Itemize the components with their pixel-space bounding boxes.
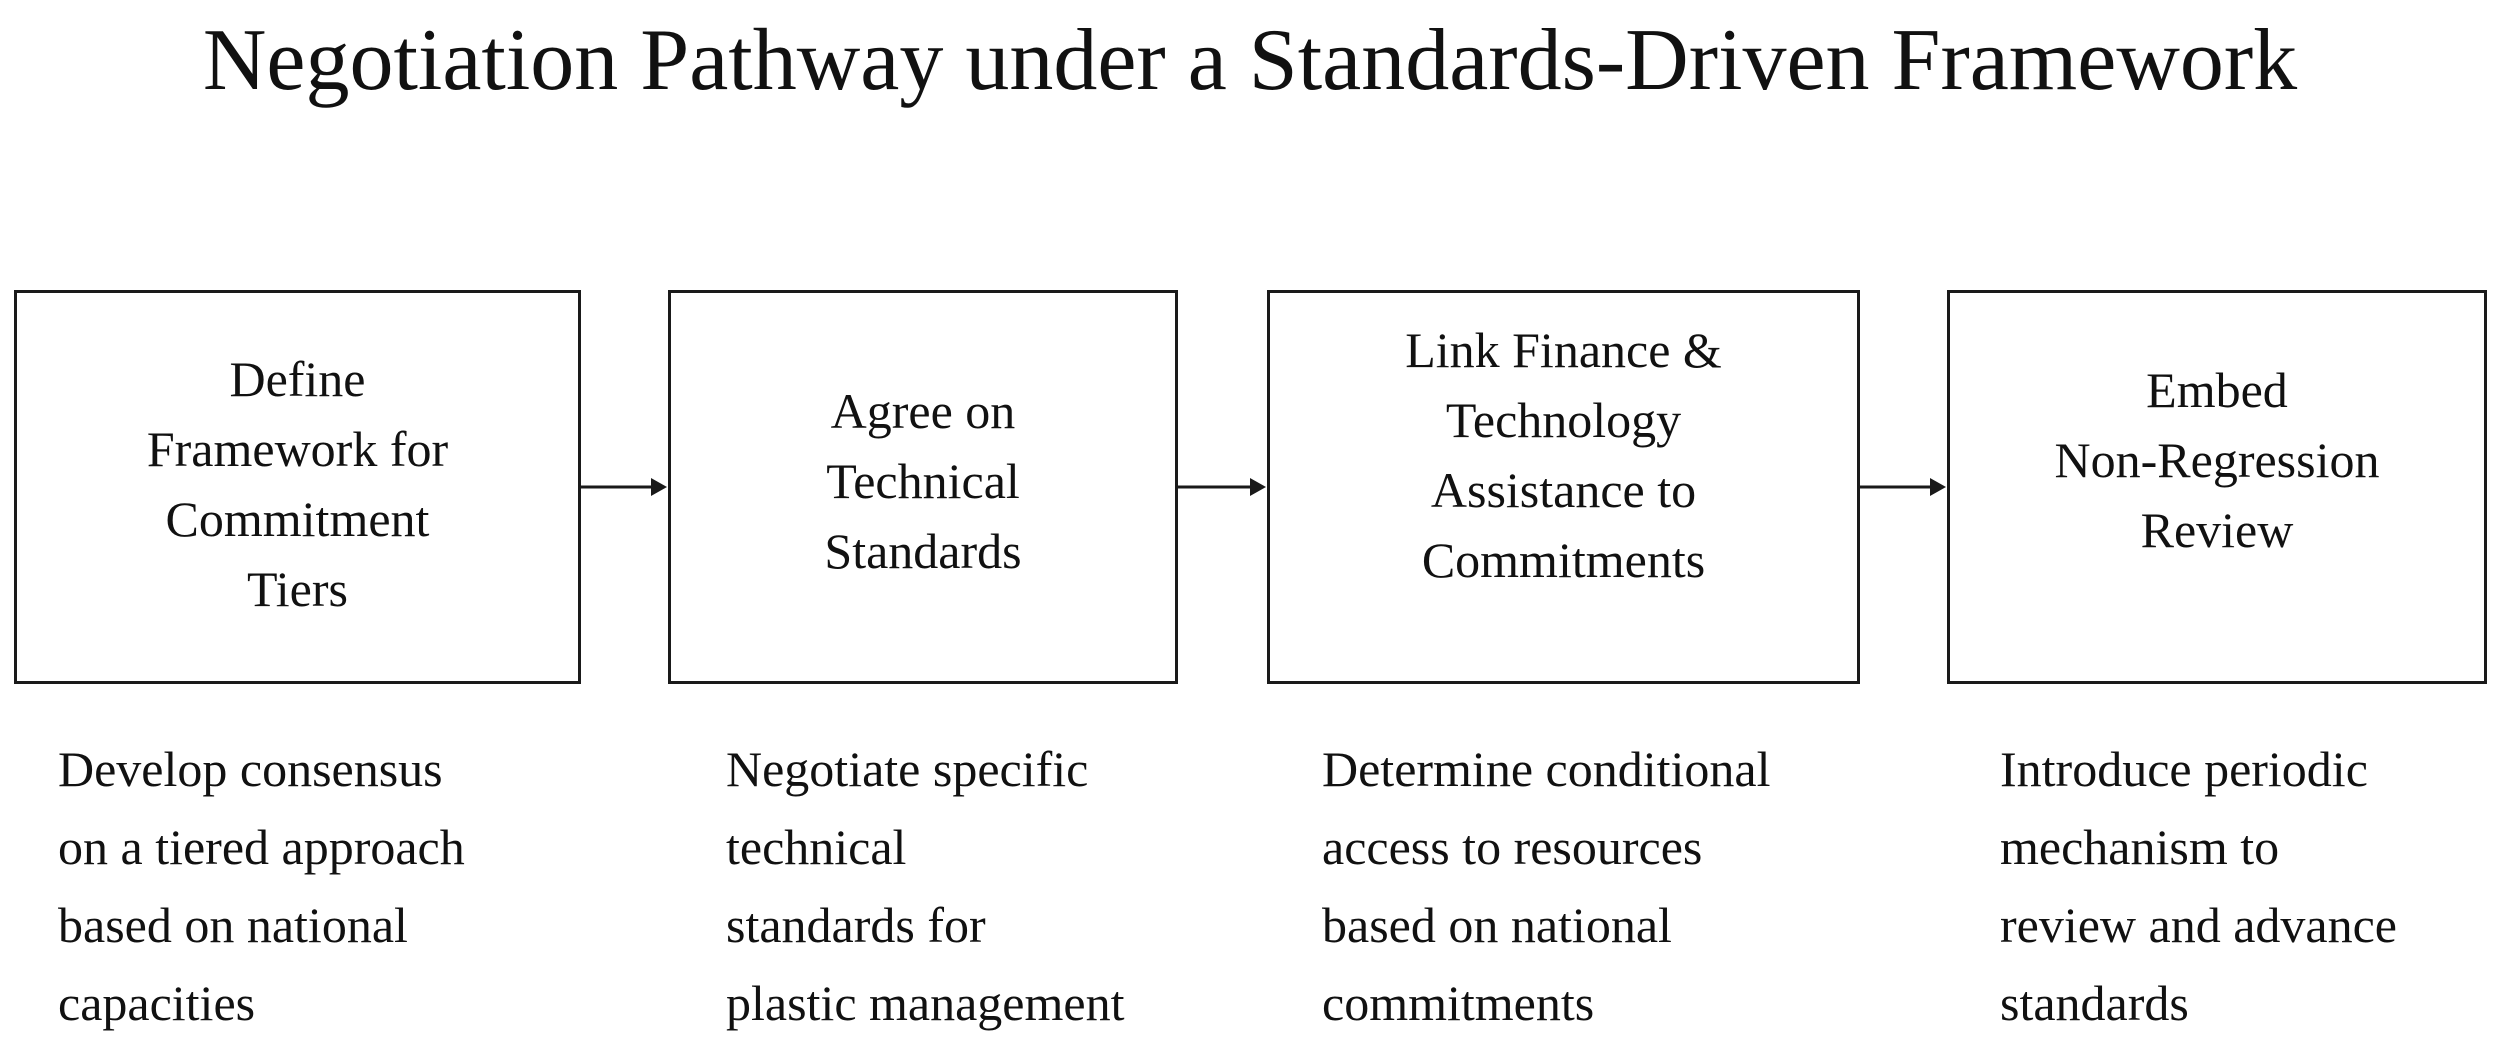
step-label-line: Technical bbox=[826, 453, 1020, 509]
description-line: based on national bbox=[58, 897, 408, 953]
description-line: based on national bbox=[1322, 897, 1672, 953]
step-label-line: Link Finance & bbox=[1405, 322, 1722, 378]
description-line: standards bbox=[2000, 975, 2189, 1031]
flow-arrow-icon bbox=[1178, 472, 1267, 502]
description-line: capacities bbox=[58, 975, 256, 1031]
step-label bbox=[147, 344, 448, 624]
description-line: access to resources bbox=[1322, 819, 1703, 875]
step-label-line: Assistance to bbox=[1430, 462, 1697, 518]
description-line: standards for bbox=[726, 897, 986, 953]
step-label-line: Technology bbox=[1445, 392, 1682, 448]
description-line: Determine conditional bbox=[1322, 741, 1771, 797]
step-description-1 bbox=[58, 730, 465, 1042]
step-description-3 bbox=[1322, 730, 1770, 1042]
description-line: plastic management bbox=[726, 975, 1125, 1031]
step-box-link-finance bbox=[1267, 290, 1860, 684]
step-box-agree-standards bbox=[668, 290, 1178, 684]
step-description-2 bbox=[726, 730, 1124, 1042]
description-line: Introduce periodic bbox=[2000, 741, 2368, 797]
step-label-line: Framework for bbox=[146, 421, 449, 477]
step-label-line: Embed bbox=[2146, 362, 2288, 418]
description-line: Develop consensus bbox=[58, 741, 443, 797]
description-line: technical bbox=[726, 819, 907, 875]
flow-arrow-icon bbox=[1860, 472, 1947, 502]
description-line: review and advance bbox=[2000, 897, 2397, 953]
step-label-line: Standards bbox=[824, 523, 1022, 579]
description-line: on a tiered approach bbox=[58, 819, 465, 875]
step-label-line: Agree on bbox=[830, 383, 1016, 439]
step-label-line: Define bbox=[229, 351, 366, 407]
step-box-define-framework bbox=[14, 290, 581, 684]
step-box-embed-review bbox=[1947, 290, 2487, 684]
step-label bbox=[1405, 315, 1722, 595]
description-line: mechanism to bbox=[2000, 819, 2280, 875]
flow-arrow-icon bbox=[581, 472, 668, 502]
step-description-4 bbox=[2000, 730, 2397, 1042]
diagram-title: Negotiation Pathway under a Standards-Driven Framework bbox=[202, 12, 2298, 109]
step-label-line: Commitments bbox=[1421, 532, 1706, 588]
step-label-line: Commitment bbox=[165, 491, 430, 547]
step-label bbox=[2055, 355, 2380, 565]
step-label-line: Review bbox=[2140, 502, 2294, 558]
description-line: Negotiate specific bbox=[726, 741, 1089, 797]
step-label-line: Non-Regression bbox=[2054, 432, 2380, 488]
step-label-line: Tiers bbox=[247, 561, 348, 617]
step-label bbox=[824, 376, 1021, 586]
description-line: commitments bbox=[1322, 975, 1595, 1031]
